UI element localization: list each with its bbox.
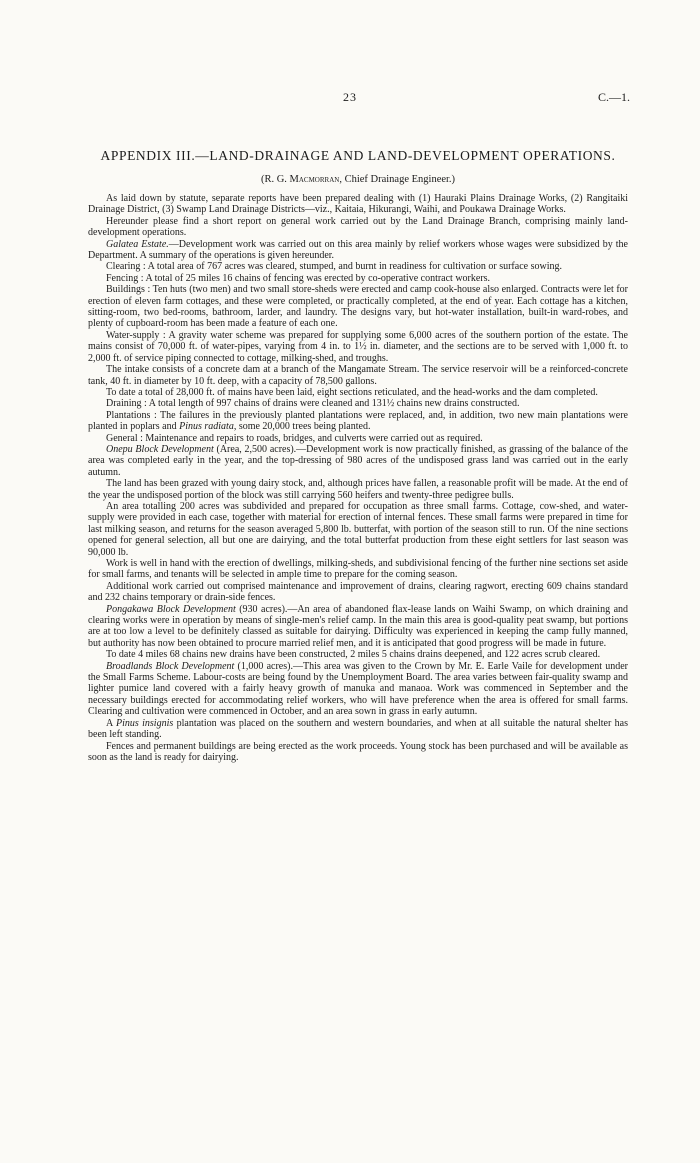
paragraph-intro: As laid down by statute, separate reports have been prepared dealing with (1) Hauraki Plains Drainage Works, (2) Rangitaiki Drainage District, (3) Swamp Land Drainage Districts—viz., Kaitaia, Hikurangi, Waihi, and Poukawa Drainage Works. [88, 193, 628, 216]
paragraph-dairy-stock: The land has been grazed with young dairy stock, and, although prices have fallen, a reasonable profit will be made. At the end of the year the undisposed portion of the block was still carrying 560 heifers and twenty-three pedigree bulls. [88, 478, 628, 501]
section-heading: Galatea Estate. [106, 238, 169, 250]
paragraph-additional-work: Additional work carried out comprised maintenance and improvement of drains, clearing ragwort, erecting 609 chains standard and 232 chains temporary or drain-side fences. [88, 580, 628, 604]
author-open: ( [260, 174, 265, 185]
author-role: , Chief Drainage Engineer.) [339, 174, 456, 185]
paragraph-plantations: Plantations : The failures in the previously planted plantations were replaced, and, in addition, two new main plantations were planted in poplars and Pinus radiata, some 20,000 trees being planted. [88, 409, 628, 433]
author-name: R. G. Macmorran [264, 174, 340, 185]
paragraph-intake: The intake consists of a concrete dam at a branch of the Mangamate Stream. The service reservoir will be a reinforced-concrete tank, 40 ft. in diameter by 10 ft. deep, with a capacity of 78,500 gallons. [88, 364, 628, 387]
paper-code: C.—1. [597, 90, 630, 104]
paragraph-onepu-block: Onepu Block Development (Area, 2,500 acres).—Development work is now practically finished, as grassing of the balance of the area was completed early in the year, and the top-dressing of 980 acres of the undisposed grass land was carried out in the early autumn. [88, 443, 628, 478]
section-heading: Broadlands Block Development [106, 660, 235, 672]
section-heading: Pongakawa Block Development [106, 603, 236, 615]
paragraph-draining: Draining : A total length of 997 chains of drains were cleaned and 131½ chains new drains constructed. [106, 398, 520, 410]
paragraph-dwellings: Work is well in hand with the erection of dwellings, milking-sheds, and subdivisional fencing of the further nine sections set aside for small farms, and tenants will be selected in ample time to prepare for the coming season. [88, 558, 628, 581]
paragraph-hereunder: Hereunder please find a short report on general work carried out by the Land Drainage Branch, comprising mainly land-development operations. [88, 215, 628, 239]
paragraph-buildings: Buildings : Ten huts (two men) and two small store-sheds were erected and camp cook-house also enlarged. Contracts were let for erection of eleven farm cottages, and these were completed, or practically completed, at the end of year. Each cottage has a kitchen, sitting-room, two bed-rooms, bathroom, larder, and laundry. The designs vary, but hot-water installation, built-in ward-robes, and plenty of cupboard-room has been made a feature of each one. [88, 284, 628, 330]
paragraph-water-supply: Water-supply : A gravity water scheme was prepared for supplying some 6,000 acres of the southern portion of the estate. The mains consist of 70,000 ft. of water-pipes, varying from 4 in. to 1½ in. diameter, and the sections are to be served with 1,000 ft. to 2,000 ft. of service piping connected to cottage, milking-shed, and troughs. [88, 329, 628, 364]
page-header [0, 90, 700, 104]
paragraph-pinus-insignis: A Pinus insignis plantation was placed on the southern and western boundaries, and when at all suitable the natural shelter has been left standing. [88, 717, 628, 741]
paragraph-galatea-estate: Galatea Estate.—Development work was carried out on this area mainly by relief workers whose wages were subsidized by the Department. A summary of the operations is given hereunder. [88, 238, 628, 262]
paragraph-clearing: Clearing : A total area of 767 acres was cleared, stumped, and burnt in readiness for cultivation or surface sowing. [106, 261, 562, 273]
paragraph-drains-constructed: To date 4 miles 68 chains new drains have been constructed, 2 miles 5 chains drains deepened, and 122 acres scrub cleared. [106, 649, 601, 661]
paragraph-small-farms: An area totalling 200 acres was subdivided and prepared for occupation as three small farms. Cottage, cow-shed, and water-supply were provided in each case, together with material for erection of internal fences. These small farms were prepared in time for last milking season, and returns for the season averaged 5,800 lb. butterfat, with portion of the season still to run. Of the nine sections opened for general selection, all but one are dairying, and the total butterfat production from these eight settlers for last season was 90,000 lb. [88, 500, 628, 558]
paragraph-broadlands-block: Broadlands Block Development (1,000 acres).—This area was given to the Crown by Mr. E. Earle Vaile for development under the Small Farms Scheme. Labour-costs are being found by the Unemployment Board. The area varies between fair-quality swamp and lighter pumice land covered with a fairly heavy growth of manuka and manaoa. Work was commenced in September and the necessary buildings erected for accommodating relief workers, who will have preference when the area is offered for small farms. Clearing and cultivation were commenced in October, and an area sown in grass in early autumn. [88, 660, 628, 718]
appendix-title: APPENDIX III.—LAND-DRAINAGE AND LAND-DEVELOPMENT OPERATIONS. [100, 148, 616, 163]
paragraph-general: General : Maintenance and repairs to roads, bridges, and culverts were carried out as required. [106, 432, 483, 444]
page-number: 23 [343, 90, 357, 104]
paragraph-fencing: Fencing : A total of 25 miles 16 chains of fencing was erected by co-operative contract workers. [106, 272, 491, 284]
paragraph-pongakawa-block: Pongakawa Block Development (930 acres).—An area of abandoned flax-lease lands on Waihi Swamp, on which draining and clearing works were in operation by means of single-men's relief camp. In the main this area is good-quality peat swamp, but portions are at too low a level to be definitely classed as suitable for dairying. Difficulty was experienced in keeping the camp fully manned, but authority has now been obtained to procure married relief men, and it is anticipated that good progress will be made in future. [88, 603, 629, 649]
author-line [88, 174, 628, 185]
document-body [88, 148, 628, 763]
section-heading: Onepu Block Development [106, 443, 214, 455]
paragraph-mains: To date a total of 28,000 ft. of mains have been laid, eight sections reticulated, and the head-works and the dam completed. [106, 386, 598, 398]
paragraph-fences-buildings: Fences and permanent buildings are being erected as the work proceeds. Young stock has been purchased and will be available as soon as the land is ready for dairying. [88, 740, 628, 763]
